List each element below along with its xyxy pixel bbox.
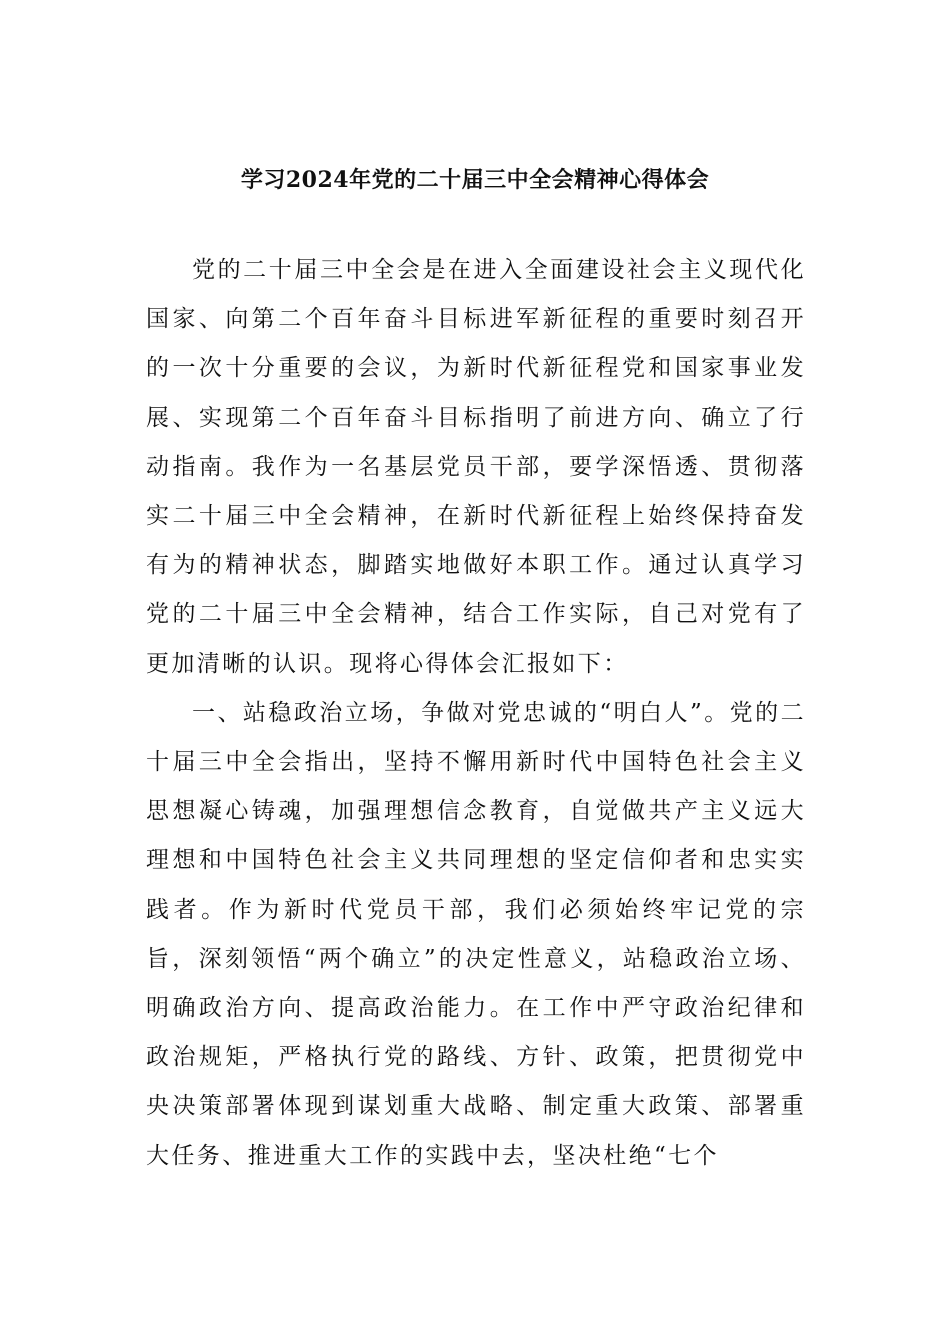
document-title: 学习2024年党的二十届三中全会精神心得体会	[240, 167, 710, 193]
paragraph-section-one: 一、站稳政治立场，争做对党忠诚的“明白人”。党的二十届三中全会指出，坚持不懈用新时代中国特色社会主义思想凝心铸魂，加强理想信念教育，自觉做共产主义远大理想和中国特色社会主义共同理想的坚定信仰者和忠实实践者。作为新时代党员干部，我们必须始终牢记党的宗旨，深刻领悟“两个确立”的决定性意义，站稳政治立场、明确政治方向、提高政治能力。在工作中严守政治纪律和政治规矩，严格执行党的路线、方针、政策，把贯彻党中央决策部署体现到谋划重大战略、制定重大政策、部署重大任务、推进重大工作的实践中去，坚决杜绝“七个	[146, 699, 806, 1169]
document-body	[146, 246, 806, 1181]
paragraph-intro: 党的二十届三中全会是在进入全面建设社会主义现代化国家、向第二个百年奋斗目标进军新征程的重要时刻召开的一次十分重要的会议，为新时代新征程党和国家事业发展、实现第二个百年奋斗目标指明了前进方向、确立了行动指南。我作为一名基层党员干部，要学深悟透、贯彻落实二十届三中全会精神，在新时代新征程上始终保持奋发有为的精神状态，脚踏实地做好本职工作。通过认真学习党的二十届三中全会精神，结合工作实际，自己对党有了更加清晰的认识。现将心得体会汇报如下：	[146, 257, 806, 677]
